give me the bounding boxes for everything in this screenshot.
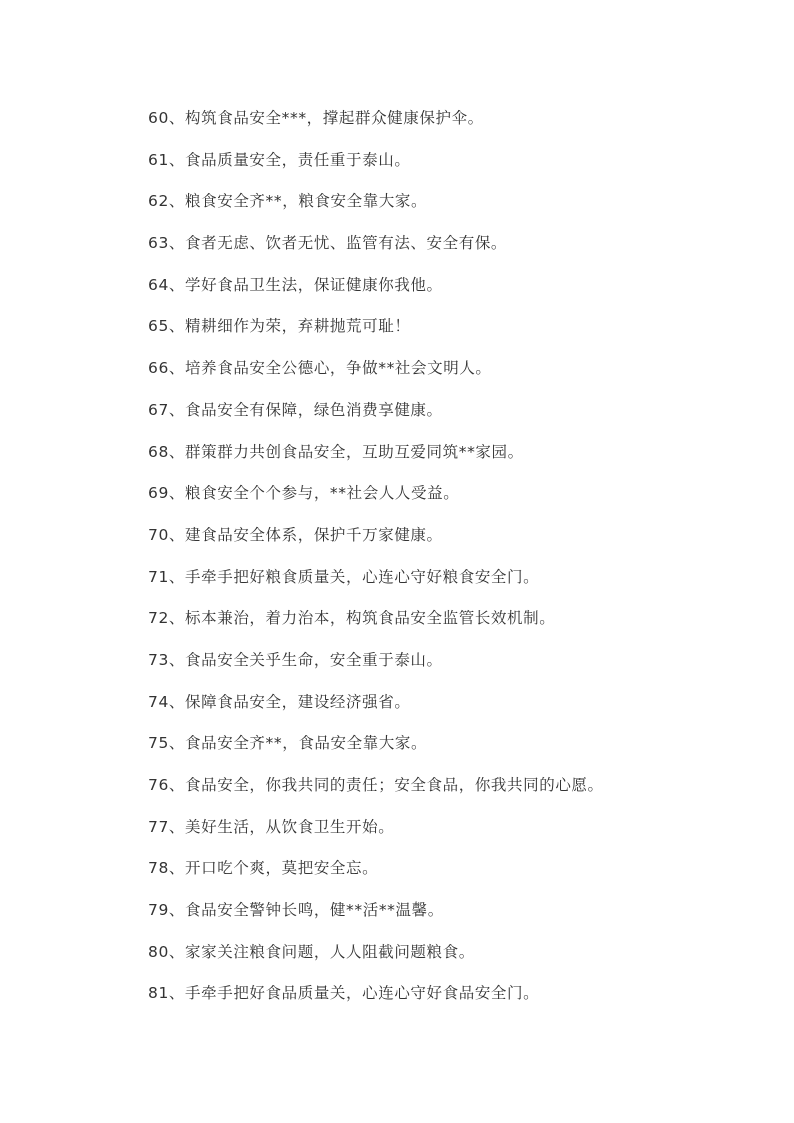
list-item: 80、家家关注粮食问题，人人阻截问题粮食。	[148, 942, 475, 961]
list-item: 61、食品质量安全，责任重于泰山。	[148, 150, 411, 169]
list-item: 67、食品安全有保障，绿色消费享健康。	[148, 400, 443, 419]
list-item: 74、保障食品安全，建设经济强省。	[148, 692, 411, 711]
list-item: 76、食品安全，你我共同的责任；安全食品，你我共同的心愿。	[148, 776, 604, 794]
list-item: 71、手牵手把好粮食质量关，心连心守好粮食安全门。	[148, 567, 540, 586]
list-item: 69、粮食安全个个参与，**社会人人受益。	[148, 484, 460, 503]
list-item: 62、粮食安全齐**，粮食安全靠大家。	[148, 192, 428, 211]
list-item: 72、标本兼治，着力治本，构筑食品安全监管长效机制。	[148, 609, 556, 628]
list-item: 60、构筑食品安全***，撑起群众健康保护伞。	[148, 109, 484, 127]
list-item: 66、培养食品安全公德心，争做**社会文明人。	[148, 359, 492, 378]
list-item: 75、食品安全齐**，食品安全靠大家。	[148, 734, 428, 753]
list-item: 65、精耕细作为荣，弃耕抛荒可耻！	[148, 317, 411, 336]
list-item: 81、手牵手把好食品质量关，心连心守好食品安全门。	[148, 984, 540, 1003]
slogan-list	[148, 104, 604, 1021]
list-item: 63、食者无虑、饮者无忧、监管有法、安全有保。	[148, 234, 508, 253]
list-item: 73、食品安全关乎生命，安全重于泰山。	[148, 650, 443, 669]
list-item: 68、群策群力共创食品安全，互助互爱同筑**家园。	[148, 442, 524, 461]
list-item: 64、学好食品卫生法，保证健康你我他。	[148, 275, 443, 294]
list-item: 78、开口吃个爽，莫把安全忘。	[148, 859, 379, 878]
list-item: 70、建食品安全体系，保护千万家健康。	[148, 525, 443, 544]
list-item: 79、食品安全警钟长鸣，健**活**温馨。	[148, 901, 444, 920]
list-item: 77、美好生活，从饮食卫生开始。	[148, 817, 395, 836]
